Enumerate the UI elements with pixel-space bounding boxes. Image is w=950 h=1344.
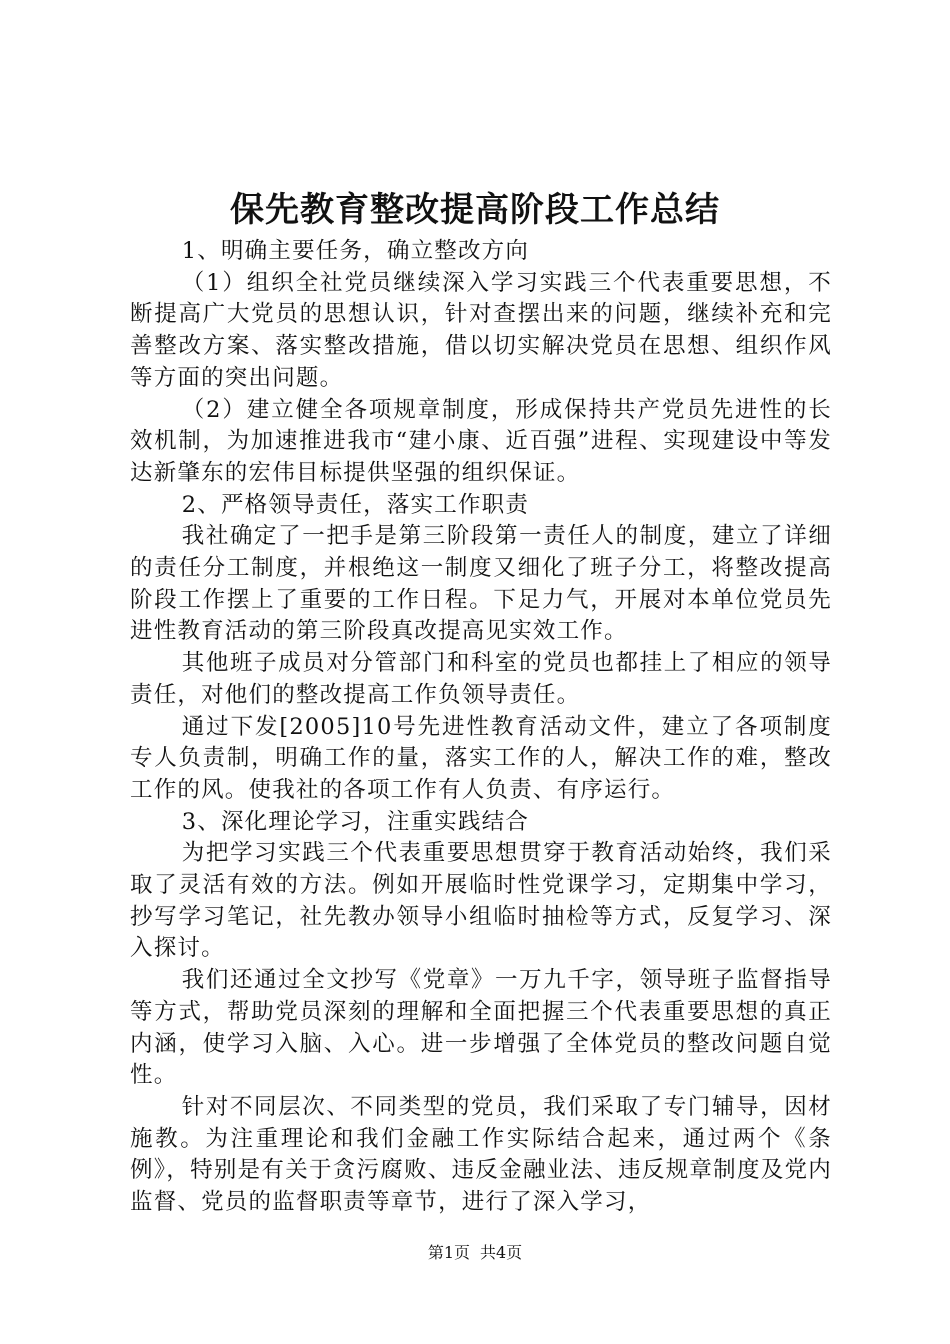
paragraph-2-1: 我社确定了一把手是第三阶段第一责任人的制度，建立了详细的责任分工制度，并根绝这一制度又细化了班子分工，将整改提高阶段工作摆上了重要的工作日程。下足力气，开展对本单位党员先进性教育活动的第三阶段真改提高见实效工作。 xyxy=(130,523,832,645)
paragraph-2-3: 通过下发[2005]10号先进性教育活动文件，建立了各项制度专人负责制，明确工作的量，落实工作的人，解决工作的难，整改工作的风。使我社的各项工作有人负责、有序运行。 xyxy=(130,713,832,803)
paragraph-3-1: 为把学习实践三个代表重要思想贯穿于教育活动始终，我们采取了灵活有效的方法。例如开展临时性党课学习，定期集中学习，抄写学习笔记，社先教办领导小组临时抽检等方式，反复学习、深入探讨。 xyxy=(130,840,832,962)
page-footer xyxy=(0,1243,950,1263)
section-heading-1: 1、明确主要任务，确立整改方向 xyxy=(181,238,530,264)
section-heading-3: 3、深化理论学习，注重实践结合 xyxy=(181,808,530,835)
page-number: 第1页 xyxy=(427,1243,470,1262)
document-title: 保先教育整改提高阶段工作总结 xyxy=(230,190,720,230)
paragraph-2-2: 其他班子成员对分管部门和科室的党员也都挂上了相应的领导责任，对他们的整改提高工作负领导责任。 xyxy=(130,650,832,708)
paragraph-3-2: 我们还通过全文抄写《党章》一万九千字，领导班子监督指导等方式，帮助党员深刻的理解和全面把握三个代表重要思想的真正内涵，使学习入脑、入心。进一步增强了全体党员的整改问题自觉性。 xyxy=(130,967,832,1089)
section-heading-2: 2、严格领导责任，落实工作职责 xyxy=(181,491,530,518)
document-body xyxy=(130,236,832,1219)
paragraph-1-2: （2）建立健全各项规章制度，形成保持共产党员先进性的长效机制，为加速推进我市“建小康、近百强”进程、实现建设中等发达新肇东的宏伟目标提供坚强的组织保证。 xyxy=(130,396,832,486)
paragraph-1-1: （1）组织全社党员继续深入学习实践三个代表重要思想，不断提高广大党员的思想认识，针对查摆出来的问题，继续补充和完善整改方案、落实整改措施，借以切实解决党员在思想、组织作风等方面的突出问题。 xyxy=(130,269,832,391)
page-total: 共4页 xyxy=(480,1243,523,1262)
paragraph-3-3: 针对不同层次、不同类型的党员，我们采取了专门辅导，因材施教。为注重理论和我们金融工作实际结合起来，通过两个《条例》，特别是有关于贪污腐败、违反金融业法、违反规章制度及党内监督、党员的监督职责等章节，进行了深入学习， xyxy=(130,1093,832,1216)
